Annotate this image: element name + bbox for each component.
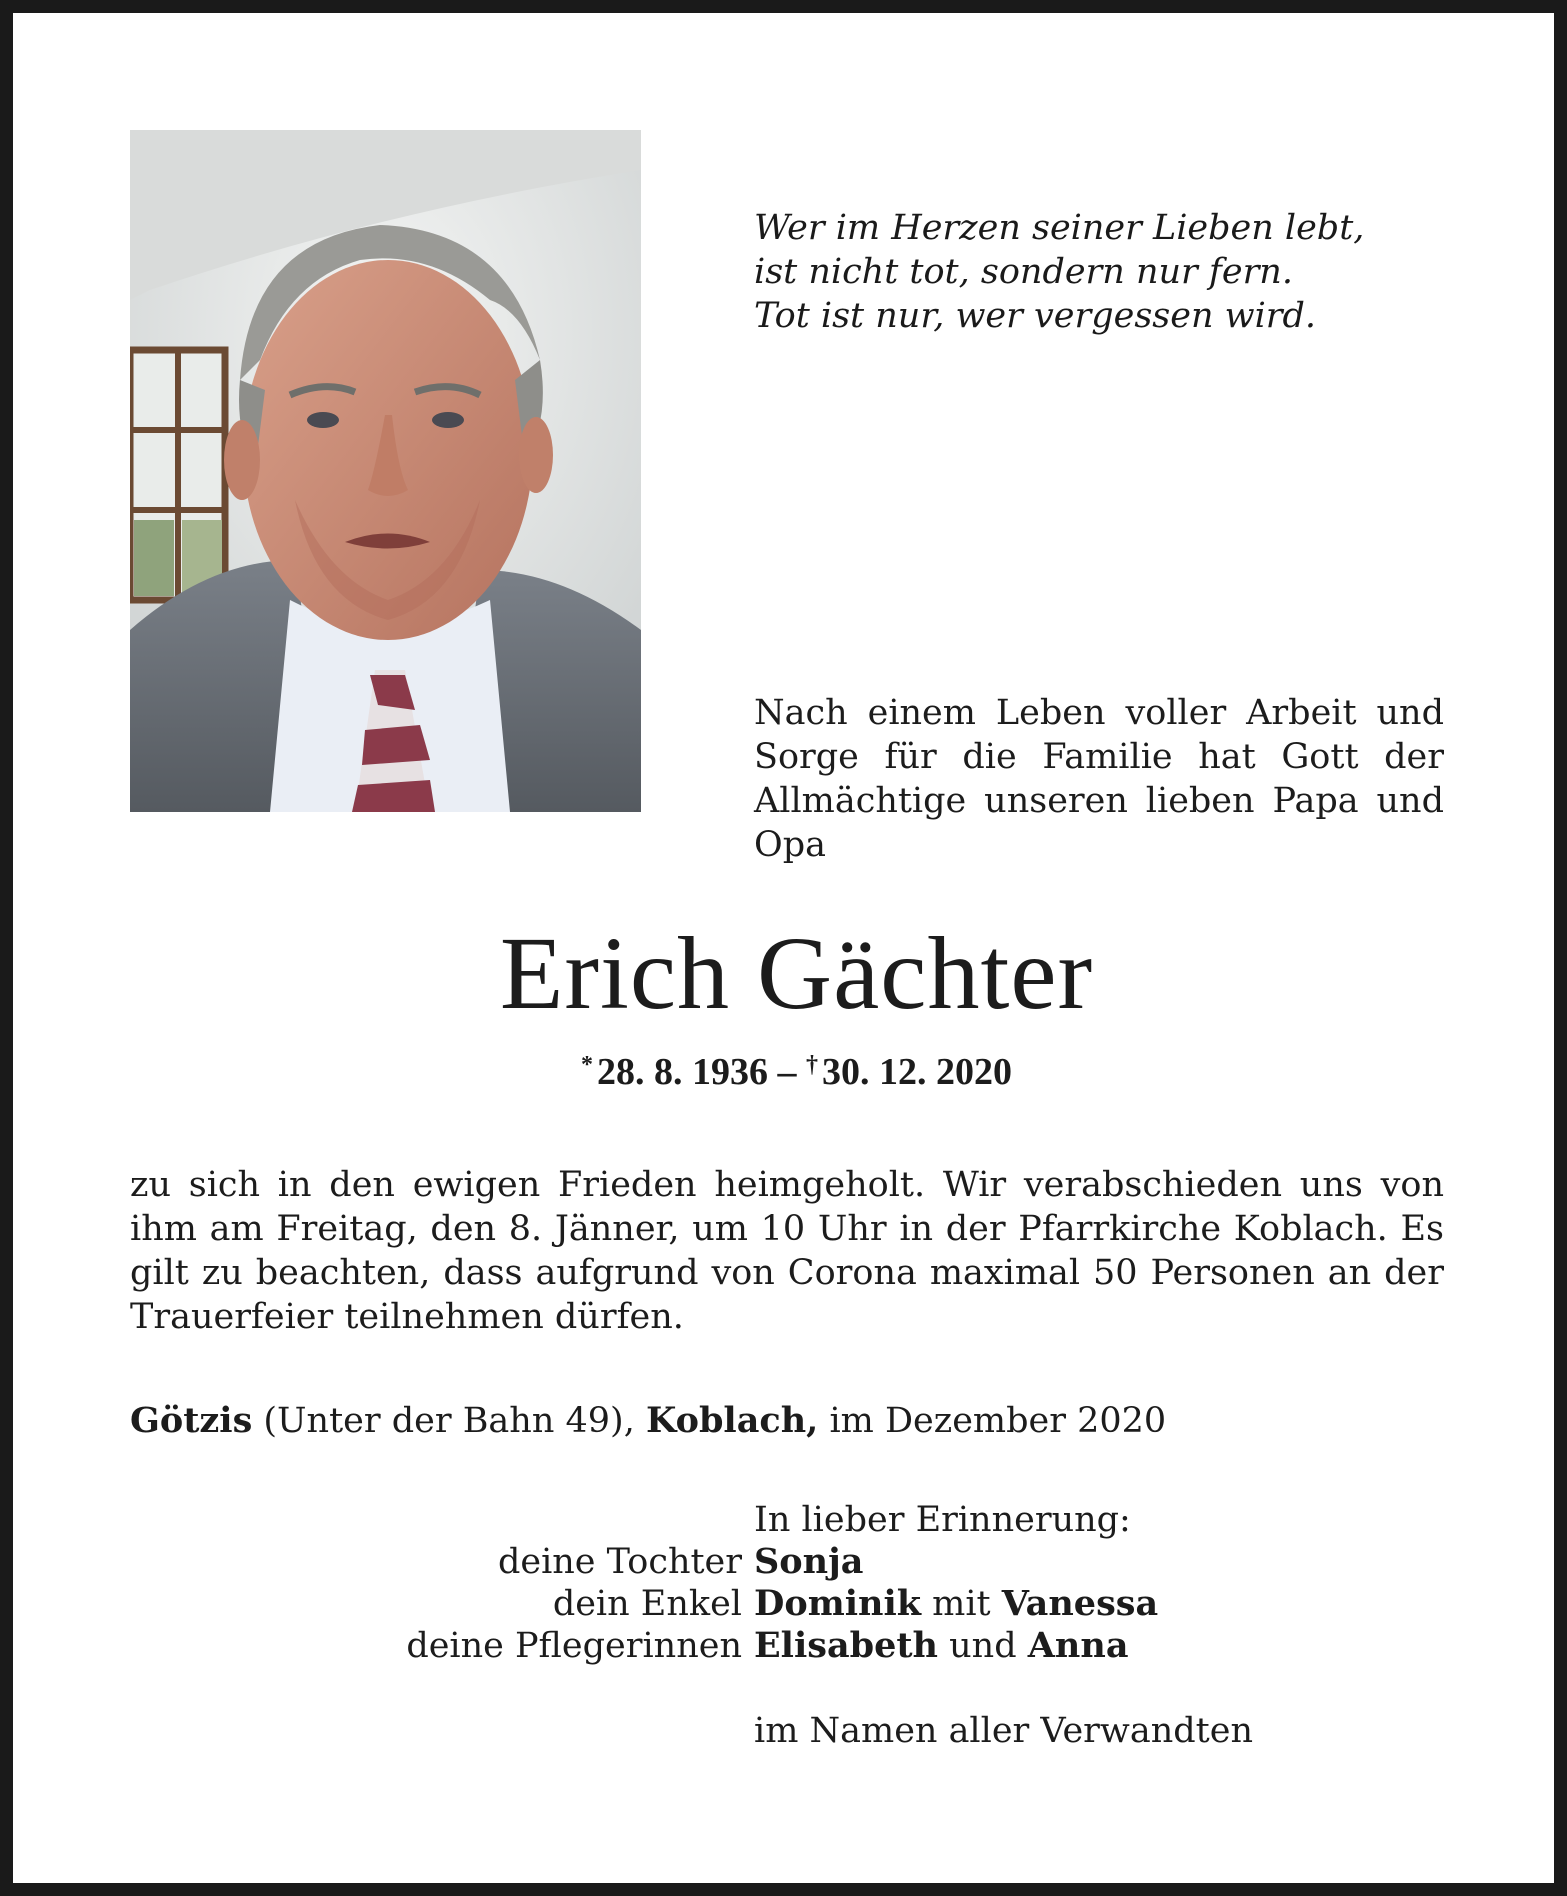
signer-names xyxy=(754,1541,863,1583)
closing-phrase: In lieber Erinnerung: xyxy=(754,1500,1131,1540)
issue-date: im Dezember 2020 xyxy=(818,1401,1167,1441)
signer-role: deine Tochter xyxy=(497,1542,742,1582)
death-symbol: † xyxy=(806,1052,818,1078)
portrait-illustration xyxy=(130,130,641,812)
quote-line: ist nicht tot, sondern nur fern. xyxy=(754,252,1293,292)
quote-line: Wer im Herzen seiner Lieben lebt, xyxy=(754,208,1365,248)
signer-role: deine Pflegerinnen xyxy=(406,1626,742,1666)
address: (Unter der Bahn 49), xyxy=(252,1401,646,1441)
signer-joiner: mit xyxy=(921,1584,1002,1624)
obituary-page xyxy=(13,13,1554,1883)
memorial-quote xyxy=(754,206,1364,338)
birth-date: 28. 8. 1936 xyxy=(597,1051,768,1093)
signer-row xyxy=(13,1625,1567,1667)
deceased-name: Erich Gächter xyxy=(499,916,1094,1031)
birth-symbol: * xyxy=(581,1052,593,1078)
signer-name: Elisabeth xyxy=(754,1625,939,1666)
signer-row xyxy=(13,1583,1567,1625)
place-date-line xyxy=(130,1399,1166,1443)
signer-names xyxy=(754,1625,1129,1667)
date-separator: – xyxy=(777,1051,797,1093)
signer-name: Anna xyxy=(1027,1625,1129,1666)
signer-joiner: und xyxy=(938,1626,1028,1666)
life-dates xyxy=(13,1043,1567,1094)
town-goetzis: Götzis xyxy=(130,1400,253,1441)
funeral-details: zu sich in den ewigen Frieden heimgeholt. Wir verabschieden uns von ihm am Freitag, den 8. Jänner, um 10 Uhr in der Pfarrkirche Koblach. Es gilt zu beachten, dass aufgrund von Corona maximal 50 Personen an der Trauerfeier teilnehmen dürfen. xyxy=(130,1165,1444,1337)
death-date: 30. 12. 2020 xyxy=(822,1051,1012,1093)
portrait-photo xyxy=(130,130,641,812)
intro-text: Nach einem Leben voller Arbeit und Sorge für die Familie hat Gott der Allmächtige unseren lieben Papa und Opa xyxy=(754,693,1444,865)
closing-relatives: im Namen aller Verwandten xyxy=(754,1711,1253,1751)
quote-line: Tot ist nur, wer vergessen wird. xyxy=(754,296,1317,336)
signer-name: Vanessa xyxy=(1001,1583,1159,1624)
signer-row xyxy=(13,1541,1567,1583)
signer-names xyxy=(754,1583,1158,1625)
signers-list xyxy=(13,1541,1567,1667)
signer-name: Dominik xyxy=(754,1583,922,1624)
town-koblach: Koblach, xyxy=(645,1400,819,1441)
signer-role: dein Enkel xyxy=(552,1584,742,1624)
signer-name: Sonja xyxy=(754,1541,864,1582)
